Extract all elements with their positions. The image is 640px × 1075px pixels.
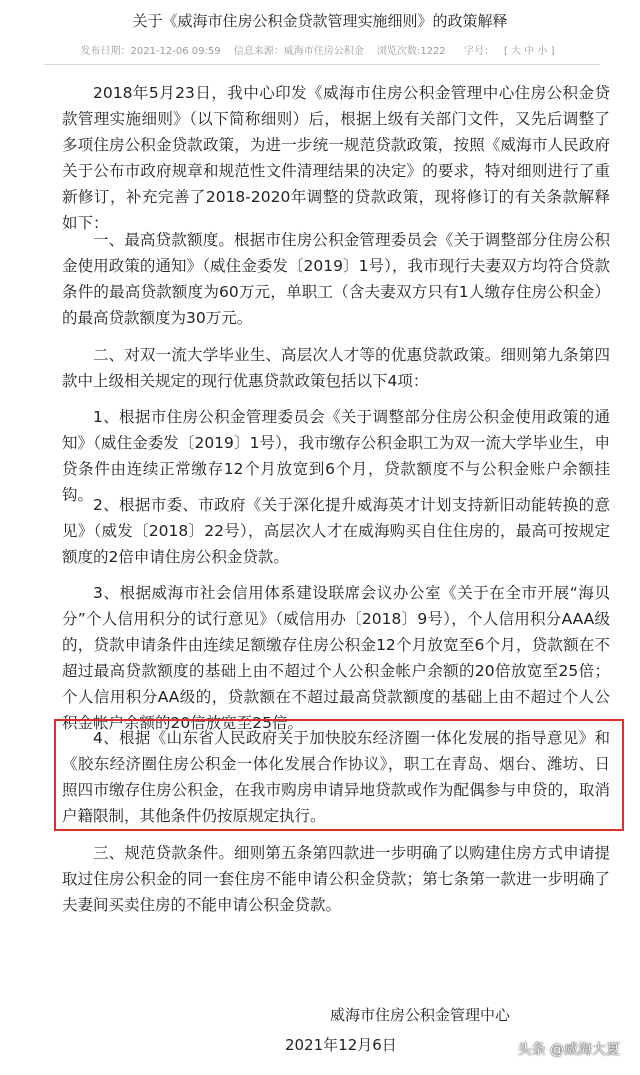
article-meta (0, 44, 640, 60)
paragraph-section-2: 二、对双一流大学毕业生、高层次人才等的优惠贷款政策。细则第九条第四款中上级相关规定的现行优惠贷款政策包括以下4项： (62, 346, 610, 390)
publish-date: 发布日期：2021-12-06 09:59 (80, 46, 221, 57)
font-size-label: 字号： (463, 46, 494, 57)
watermark: 头条 @威海大夏 (517, 1042, 620, 1058)
signature-date: 2021年12月6日 (285, 1036, 397, 1054)
paragraph-intro: 2018年5月23日，我中心印发《威海市住房公积金管理中心住房公积金贷款管理实施细则》（以下简称细则）后，根据上级有关部门文件，又先后调整了多项住房公积金贷款政策，为进一步统一规范贷款政策，按照《威海市人民政府关于公布市政府规章和规范性文件清理结果的决定》的要求，特对细则进行了重新修订，补充完善了2018-2020年调整的贷款政策，现将修订的有关条款解释如下： (62, 84, 610, 232)
paragraph-item-2: 2、根据市委、市政府《关于深化提升威海英才计划支持新旧动能转换的意见》（威发〔2018〕22号），高层次人才在威海购买自住住房的，最高可按规定额度的2倍申请住房公积金贷款。 (62, 496, 610, 566)
paragraph-item-3: 3、根据威海市社会信用体系建设联席会议办公室《关于在全市开展“海贝分”个人信用积分的试行意见》（威信用办〔2018〕9号），个人信用积分AAA级的，贷款申请条件由连续足额缴存住房公积金12个月放宽至6个月，贷款额在不超过最高贷款额度的基础上由不超过个人公积金帐户余额的20倍放宽至25倍；个人信用积分AA级的，贷款额在不超过最高贷款额度的基础上由不超过个人公积金帐户余额的20倍放宽至25倍。 (62, 584, 610, 732)
page-title: 关于《威海市住房公积金贷款管理实施细则》的政策解释 (132, 12, 508, 30)
header-divider (44, 64, 600, 65)
font-size-control (459, 46, 560, 57)
paragraph-item-4-highlighted: 4、根据《山东省人民政府关于加快胶东经济圈一体化发展的指导意见》和《胶东经济圈住房公积金一体化发展合作协议》，职工在青岛、烟台、潍坊、日照四市缴存住房公积金，在我市购房申请异地贷款或作为配偶参与申贷的，取消户籍限制，其他条件仍按原规定执行。 (62, 729, 610, 825)
view-count: 浏览次数:1222 (376, 46, 446, 57)
paragraph-section-1: 一、最高贷款额度。根据市住房公积金管理委员会《关于调整部分住房公积金使用政策的通知》（威住金委发〔2019〕1号），我市现行夫妻双方均符合贷款条件的最高贷款额度为60万元，单职工（含夫妻双方只有1人缴存住房公积金）的最高贷款额度为30万元。 (62, 231, 610, 327)
paragraph-section-3: 三、规范贷款条件。细则第五条第四款进一步明确了以购建住房方式申请提取过住房公积金的同一套住房不能申请公积金贷款；第七条第一款进一步明确了夫妻间买卖住房的不能申请公积金贷款。 (62, 844, 610, 914)
signature-organization: 威海市住房公积金管理中心 (330, 1006, 511, 1024)
info-source: 信息来源：威海市住房公积金 (233, 46, 364, 57)
paragraph-item-1: 1、根据市住房公积金管理委员会《关于调整部分住房公积金使用政策的通知》（威住金委发〔2019〕1号），我市缴存公积金职工为双一流大学毕业生，申贷条件由连续正常缴存12个月放宽到6个月，贷款额度不与公积金账户余额挂钩。 (62, 408, 610, 504)
font-size-options[interactable]: [ 大 中 小 ] (503, 46, 555, 57)
